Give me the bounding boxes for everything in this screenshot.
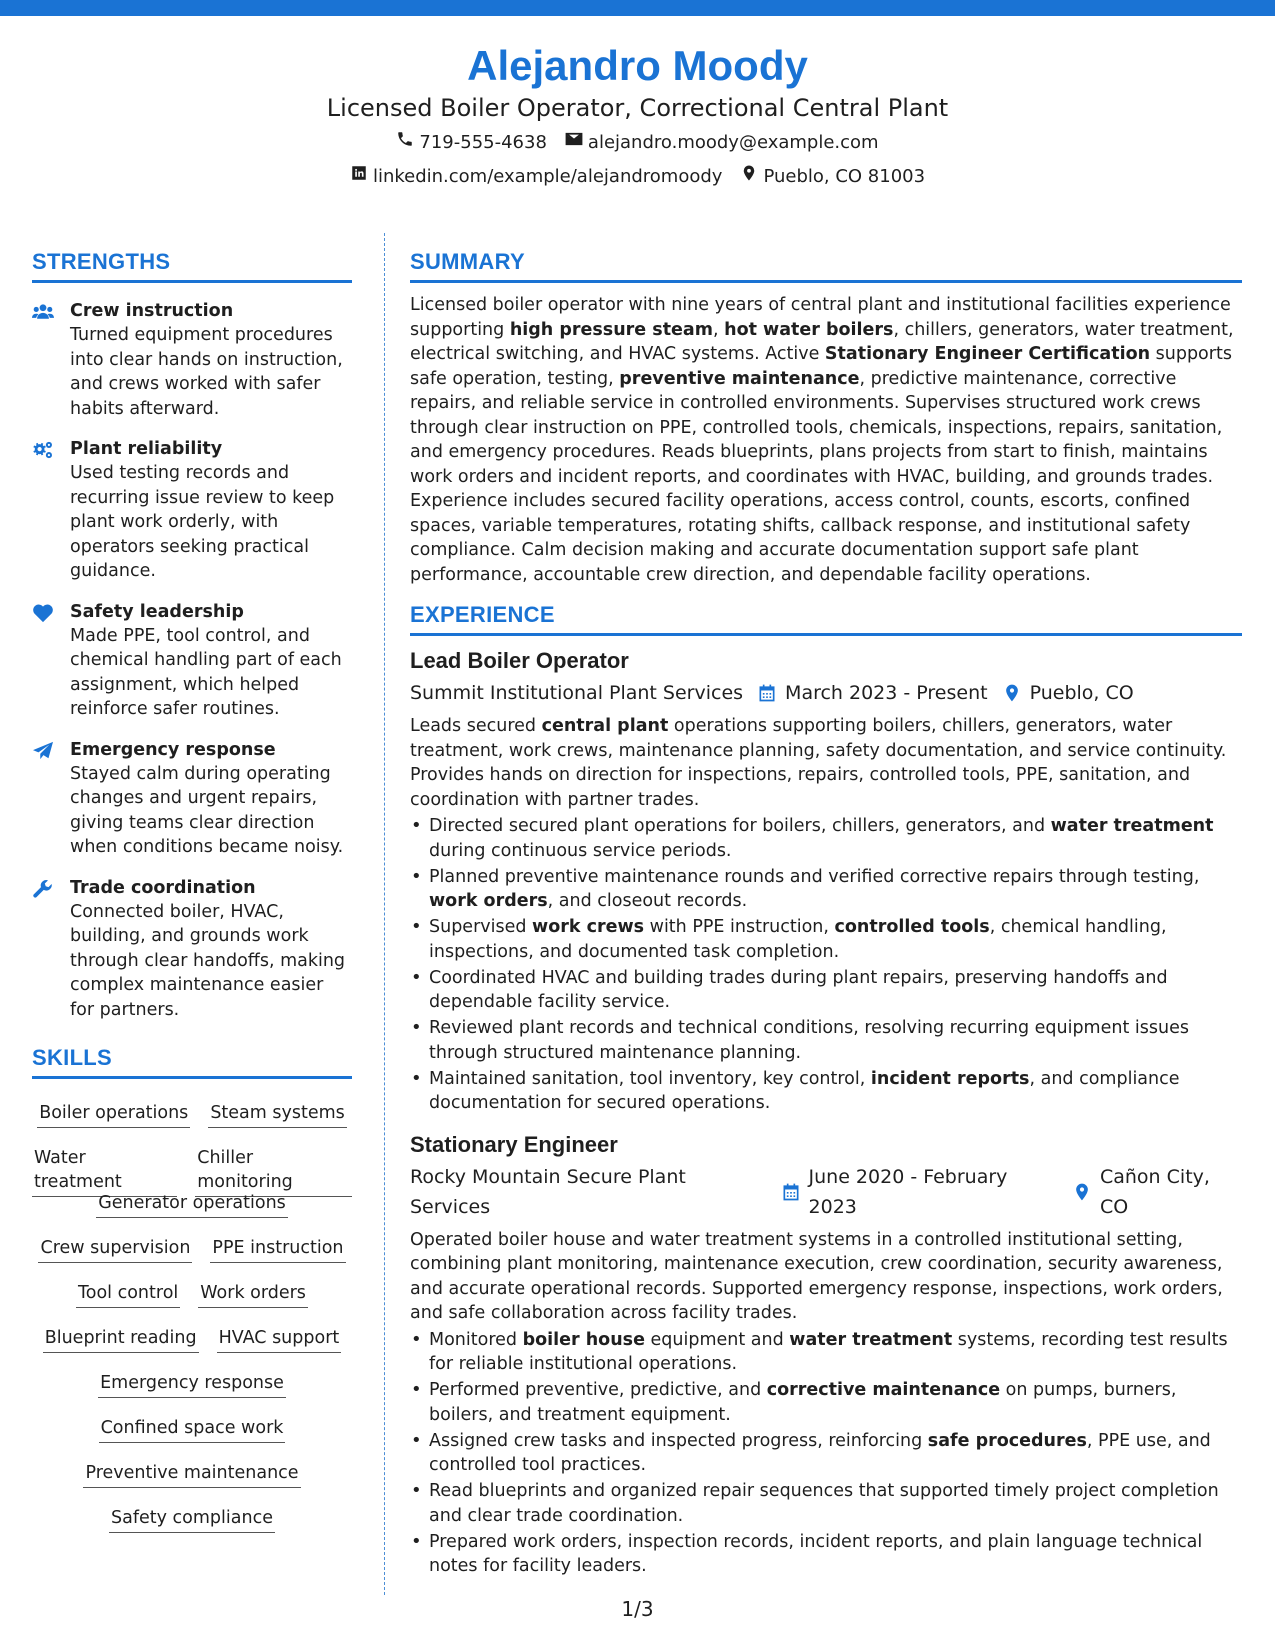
job-bullets [410,1328,1242,1579]
contact-phone[interactable] [396,128,547,158]
text-run: , [712,319,725,340]
text-run: equipment and [644,1329,790,1350]
text-run: Prepared work orders, inspection records, incident reports, and plain language technical notes for facility leaders. [429,1531,1203,1576]
bullet-item [410,1479,1242,1528]
text-run: Performed preventive, predictive, and [429,1380,767,1400]
phone-icon [396,128,414,158]
text-run: with PPE instruction, [644,917,835,937]
strength-desc: Stayed calm during operating changes and urgent repairs, giving teams clear direction when conditions became noisy. [70,763,344,857]
linkedin-text: linkedin.com/example/alejandromoody [372,166,723,187]
skill-tag: Chiller monitoring [195,1146,352,1197]
text-run: Leads secured [410,716,542,736]
job-dates: March 2023 - Present [785,682,988,704]
bold-keyword: Stationary Engineer Certification [824,344,1151,364]
text-run: on pumps, burners, boilers, and treatment equipment. [429,1380,1177,1425]
paper-plane-icon [32,738,70,860]
text-run: operations supporting boilers, chillers, generators, water treatment, work crews, maintenance planning, safety documentation, and service continuity. Provides hands on direction for inspections, repairs, controlled tools, PPE, sanitation, and coordination with partner trades. [410,716,1227,810]
skills-heading: SKILLS [32,1044,352,1079]
skill-tag: Safety compliance [109,1506,275,1533]
job-meta [410,678,1242,708]
top-accent-bar [0,0,1275,16]
strength-desc: Made PPE, tool control, and chemical handling part of each assignment, which helped reinforce safer routines. [70,625,342,719]
text-run: Read blueprints and organized repair sequences that supported timely project completion and clear trade coordination. [429,1481,1219,1526]
text-run: Directed secured plant operations for boilers, chillers, generators, and [429,816,1051,836]
job-description [410,714,1242,812]
bullet-item [410,1429,1242,1478]
contact-linkedin[interactable] [350,162,723,192]
text-run: Monitored [429,1329,523,1350]
job-title: Lead Boiler Operator [410,648,629,673]
text-run: , chillers, generators, water treatment, electrical switching, and HVAC systems. Active [410,319,1234,364]
skill-tag: Preventive maintenance [83,1461,300,1488]
job-bullets [410,814,1242,1116]
contact-row-2 [0,162,1275,192]
skill-row [83,1451,300,1496]
bullet-item [410,1530,1242,1579]
text-run: Coordinated HVAC and building trades during plant repairs, preserving handoffs and dependable facility service. [429,967,1168,1012]
bold-keyword: high pressure steam [509,319,713,340]
strengths-heading: STRENGTHS [32,248,352,283]
calendar-icon [781,1182,801,1202]
text-run: , and closeout records. [547,891,748,911]
bullet-item [410,1067,1242,1116]
strength-title: Safety leadership [70,601,244,622]
text-run: , chemical handling, inspections, and documented task completion. [429,917,1167,962]
job-dates: June 2020 - February 2023 [808,1165,1008,1218]
job-entry [410,646,1242,1116]
envelope-icon [565,128,583,158]
contact-email[interactable] [565,128,879,158]
text-run: Supervised [429,917,533,937]
bold-keyword: water treatment [1050,816,1214,836]
contact-location [740,162,925,192]
strength-item [32,876,352,1023]
skill-tag: Boiler operations [37,1101,190,1128]
skill-tag: Steam systems [208,1101,346,1128]
text-run: , PPE use, and controlled tool practices. [429,1430,1211,1475]
strength-title: Plant reliability [70,439,223,459]
strength-title: Emergency response [70,739,276,760]
bold-keyword: boiler house [522,1329,645,1350]
map-pin-icon [1072,1182,1092,1202]
contact-row-1 [0,128,1275,158]
skill-tag: Generator operations [96,1191,288,1218]
text-run: Reviewed plant records and technical conditions, resolving recurring equipment issues through structured maintenance planning. [429,1018,1189,1063]
job-company: Rocky Mountain Secure Plant Services [410,1165,686,1218]
skills-list [32,1091,352,1541]
text-run: during continuous service periods. [429,840,732,861]
skill-row [32,1136,352,1192]
strength-desc: Used testing records and recurring issue review to keep plant work orderly, with operators seeking practical guidance. [70,463,335,581]
skill-tag: Tool control [76,1281,180,1308]
text-run: Assigned crew tasks and inspected progress, reinforcing [429,1430,928,1451]
right-column [410,248,1242,1580]
skill-row [37,1091,347,1136]
wrench-icon [32,876,70,1023]
phone-text: 719-555-4638 [419,132,547,153]
bold-keyword: work crews [532,917,645,937]
bold-keyword: central plant [541,716,669,736]
text-run: Operated boiler house and water treatment systems in a controlled institutional setting, combining plant monitoring, maintenance execution, crew coordination, security awareness, and accurate operational records. Supported emergency response, inspections, work orders, and safe collaboration across facility trades. [410,1229,1223,1323]
bold-keyword: water treatment [789,1329,953,1350]
strength-item [32,437,352,584]
calendar-icon [757,683,777,703]
job-meta [410,1162,1242,1222]
job-location: Pueblo, CO [1029,682,1134,704]
candidate-name: Alejandro Moody [467,42,808,89]
bold-keyword: hot water boilers [724,319,894,340]
resume-header [0,40,1275,192]
text-run: supports safe operation, testing, [410,344,1232,389]
text-run: Licensed boiler operator with nine years of central plant and institutional facilities experience supporting [410,295,1231,340]
bullet-item [410,814,1242,863]
job-company: Summit Institutional Plant Services [410,682,744,704]
column-divider [384,233,385,1595]
bold-keyword: work orders [429,891,548,911]
skill-tag: Crew supervision [38,1236,192,1263]
users-icon [32,299,70,421]
candidate-headline: Licensed Boiler Operator, Correctional Central Plant [326,94,949,122]
skill-tag: Confined space work [99,1416,286,1443]
bullet-item [410,1016,1242,1065]
summary-heading: SUMMARY [410,248,1242,283]
linkedin-icon [350,162,368,192]
text-run: , and compliance documentation for secured operations. [429,1068,1180,1113]
bold-keyword: controlled tools [834,917,990,937]
skill-tag: Emergency response [98,1371,286,1398]
bold-keyword: incident reports [870,1068,1030,1089]
skill-row [43,1316,342,1361]
bold-keyword: safe procedures [927,1430,1087,1451]
strength-item [32,738,352,860]
location-text: Pueblo, CO 81003 [763,166,926,187]
strength-desc: Turned equipment procedures into clear hands on instruction, and crews worked with safer habits afterward. [70,325,343,419]
skill-row [96,1181,288,1226]
gears-icon [32,437,70,584]
map-pin-icon [1002,683,1022,703]
strength-title: Crew instruction [70,301,234,321]
skill-row [38,1226,345,1271]
skill-tag: PPE instruction [210,1236,345,1263]
bullet-item [410,915,1242,964]
job-title: Stationary Engineer [410,1131,618,1157]
skill-row [109,1496,275,1541]
skill-tag: Blueprint reading [43,1326,199,1353]
skill-tag: HVAC support [217,1326,342,1353]
bullet-item [410,1378,1242,1427]
text-run: , predictive maintenance, corrective repairs, and reliable service in controlled environments. Supervises structured work crews through clear instruction on PPE, controlled tools, chemicals, inspections, repairs, sanitation, and emergency procedures. Reads blueprints, plans projects from start to finish, maintains work orders and incident reports, and coordinates with HVAC, building, and grounds trades. Experience includes secured facility operations, access control, counts, escorts, confined spaces, variable temperatures, rotating shifts, callback response, and institutional safety compliance. Calm decision making and accurate documentation support safe plant performance, accountable crew direction, and dependable facility operations. [410,368,1223,585]
text-run: Planned preventive maintenance rounds and verified corrective repairs through testing, [429,866,1200,887]
skill-row [99,1406,286,1451]
skill-row [76,1271,308,1316]
text-run: systems, recording test results for reliable institutional operations. [429,1329,1228,1374]
strength-item [32,600,352,722]
map-pin-icon [740,162,758,192]
left-column [32,248,352,1541]
bullet-item [410,1328,1242,1377]
bullet-item [410,865,1242,914]
skill-tag: Water treatment [32,1146,177,1197]
job-entry [410,1130,1242,1579]
job-location: Cañon City, CO [1099,1165,1210,1218]
bold-keyword: preventive maintenance [619,368,860,389]
strength-desc: Connected boiler, HVAC, building, and grounds work through clear handoffs, making complex maintenance easier for partners. [70,901,346,1020]
heart-icon [32,600,70,722]
bullet-item [410,966,1242,1015]
text-run: Maintained sanitation, tool inventory, key control, [429,1068,871,1089]
page-number: 1/3 [621,1597,654,1621]
strength-title: Trade coordination [70,877,256,898]
experience-heading: EXPERIENCE [410,601,1242,636]
strength-item [32,299,352,421]
summary-text [410,293,1242,587]
bold-keyword: corrective maintenance [766,1380,1001,1400]
job-description [410,1228,1242,1326]
email-text: alejandro.moody@example.com [587,132,879,153]
skill-tag: Work orders [198,1281,308,1308]
skill-row [98,1361,286,1406]
